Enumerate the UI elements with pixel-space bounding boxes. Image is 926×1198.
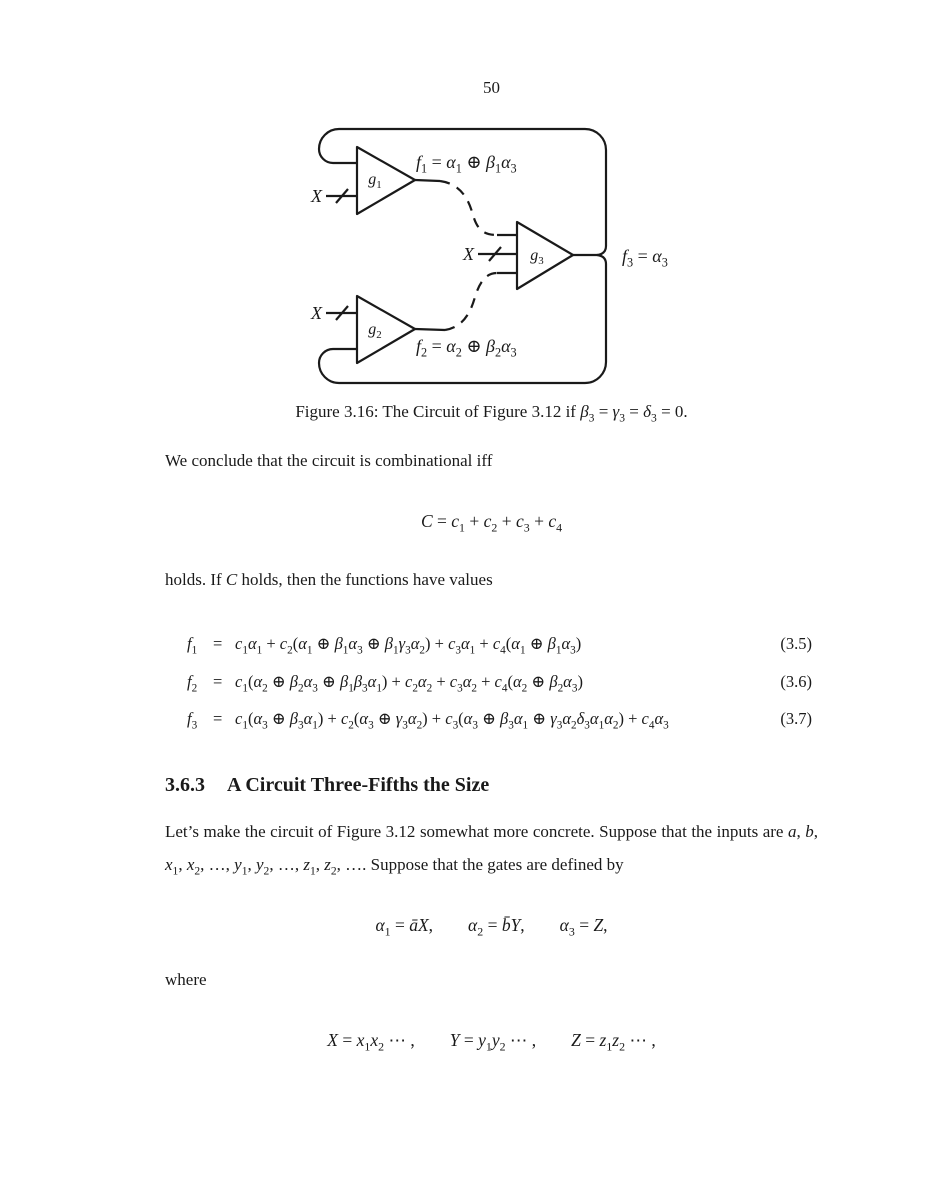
f3-equation-label: $f_3 = \alpha_3$ bbox=[622, 246, 668, 270]
paragraph-lets-make: Let’s make the circuit of Figure 3.12 somewhat more concrete. Suppose that the inputs are a, b, $x_1$, $x_2$, …, $y_1$, $y_2$, …, $z_1$, $z_2$, …. Suppose that the gates are defined by bbox=[165, 822, 819, 878]
equation-rhs: $c_1\alpha_1 + c_2(\alpha_1$ ⊕ $\beta_1\alpha_3$ ⊕ $\beta_1\gamma_3\alpha_2) + c_3\alpha_1 + c_4(\alpha_1$ ⊕ $\beta_1\alpha_3$) bbox=[235, 634, 582, 657]
equation-alpha-defs: $\alpha_1$ = āX, $\alpha_2$ = b̄Y, $\alpha_3 = Z$, bbox=[375, 915, 608, 939]
gate-g3-label: $g_3$ bbox=[530, 247, 544, 268]
output-fork-lower bbox=[597, 255, 606, 264]
output-fork-upper bbox=[597, 246, 606, 255]
equation-relation: = bbox=[213, 634, 223, 653]
equation-lhs: $f_2$ bbox=[187, 672, 198, 695]
g1-to-g3-dashed-wire bbox=[440, 181, 497, 235]
equation-relation: = bbox=[213, 709, 223, 728]
g3-input-x-label: X bbox=[463, 244, 474, 264]
paragraph-conclude: We conclude that the circuit is combinational iff bbox=[165, 451, 493, 470]
page-number: 50 bbox=[483, 78, 500, 97]
figure-caption: Figure 3.16: The Circuit of Figure 3.12 if $\beta_3 = \gamma_3 = \delta_3 = 0$. bbox=[295, 402, 688, 425]
g2-to-g3-dashed-wire bbox=[445, 273, 497, 330]
circuit-diagram bbox=[0, 0, 926, 420]
equation-rhs: $c_1(\alpha_3$ ⊕ $\beta_3\alpha_1) + c_2(\alpha_3$ ⊕ $\gamma_3\alpha_2) + c_3(\alpha_3$ ⊕ $\beta_3\alpha_1$ ⊕ $\gamma_3\alpha_2\delta_3\alpha_1\alpha_2) + c_4\alpha_3$ bbox=[235, 709, 669, 732]
paragraph-holds: holds. If C holds, then the functions have values bbox=[165, 570, 493, 589]
equation-xyz-defs: $X = x_1x_2$ ⋯ , $Y = y_1y_2$ ⋯ , $Z = z_1z_2$ ⋯ , bbox=[327, 1030, 656, 1054]
paragraph-where: where bbox=[165, 970, 207, 989]
section-heading bbox=[165, 772, 489, 798]
equation-rhs: $c_1(\alpha_2$ ⊕ $\beta_2\alpha_3$ ⊕ $\beta_1\beta_3\alpha_1) + c_2\alpha_2 + c_3\alpha_2 + c_4(\alpha_2$ ⊕ $\beta_2\alpha_3$) bbox=[235, 672, 583, 695]
g1-output-wire bbox=[415, 180, 440, 181]
section-title: A Circuit Three-Fifths the Size bbox=[227, 774, 490, 796]
f1-equation-label: $f_1 = \alpha_1$ ⊕ $\beta_1\alpha_3$ bbox=[416, 152, 517, 176]
g1-input-x-label: X bbox=[311, 186, 322, 206]
f2-equation-label: $f_2 = \alpha_2$ ⊕ $\beta_2\alpha_3$ bbox=[416, 336, 517, 360]
equation-c: $C = c_1 + c_2 + c_3 + c_4$ bbox=[420, 511, 563, 535]
equation-number: (3.6) bbox=[780, 672, 812, 691]
equation-number: (3.5) bbox=[780, 634, 812, 653]
gate-g1-label: $g_1$ bbox=[368, 171, 382, 192]
equation-relation: = bbox=[213, 672, 223, 691]
equation-lhs: $f_3$ bbox=[187, 709, 198, 732]
equation-number: (3.7) bbox=[780, 709, 812, 728]
equation-lhs: $f_1$ bbox=[187, 634, 198, 657]
equation-3-7 bbox=[187, 708, 812, 730]
g2-output-wire bbox=[415, 329, 445, 330]
equation-3-5 bbox=[187, 633, 812, 655]
section-number: 3.6.3 bbox=[165, 774, 205, 796]
g2-input-x-label: X bbox=[311, 303, 322, 323]
gate-g2-label: $g_2$ bbox=[368, 321, 382, 342]
equation-3-6 bbox=[187, 671, 812, 693]
